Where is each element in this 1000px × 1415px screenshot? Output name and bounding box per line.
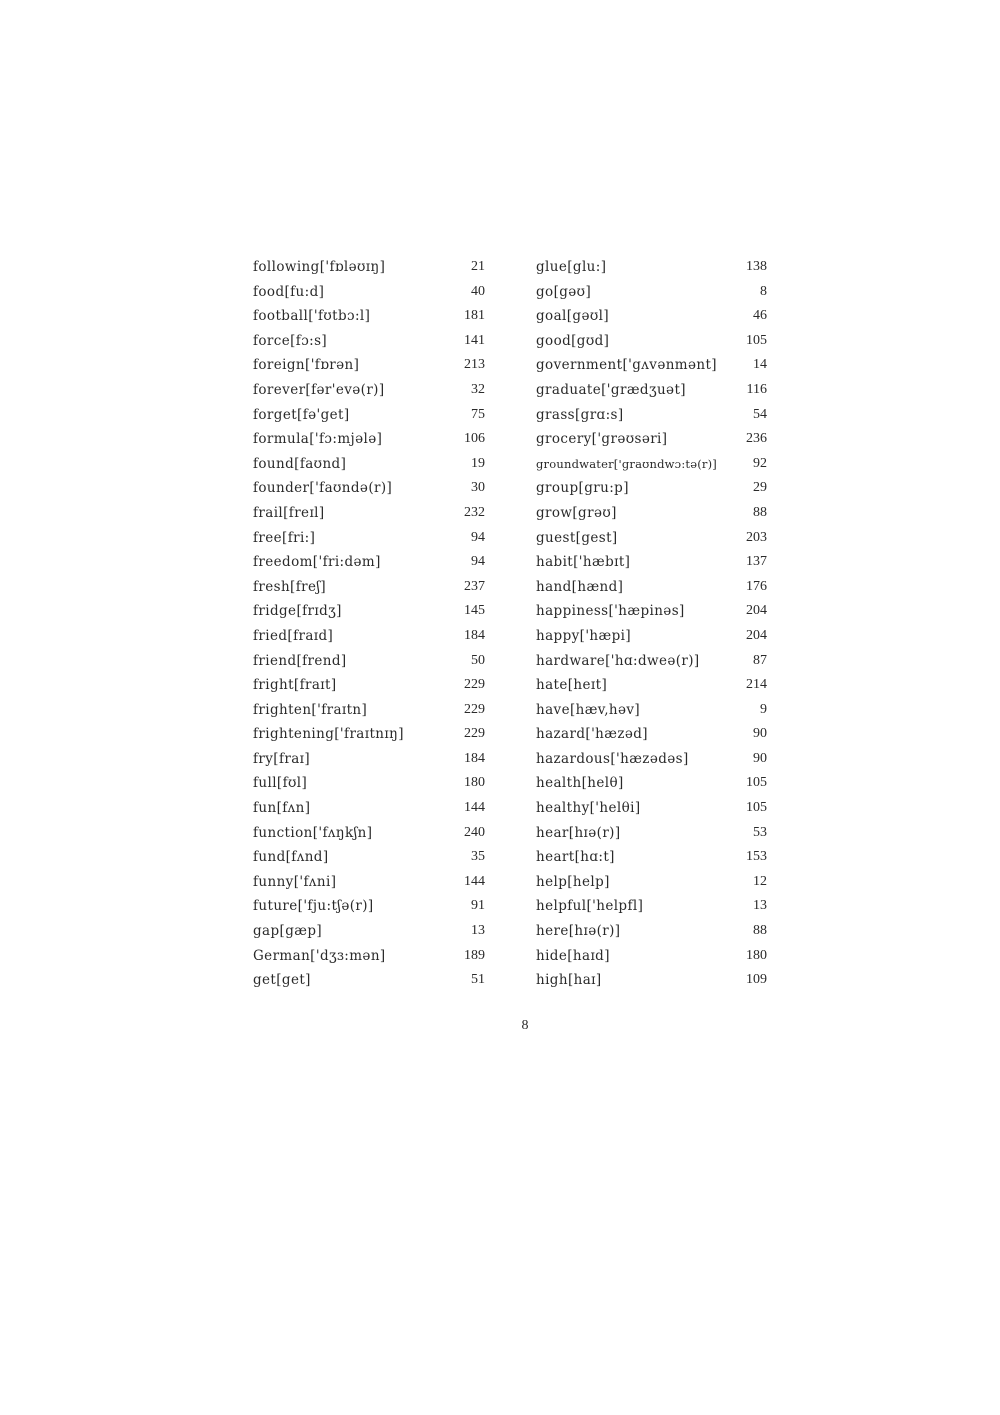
entry-word: football['fʊtbɔ:l]	[253, 308, 371, 325]
entry-word: habit['hæbɪt]	[536, 554, 631, 571]
glossary-entry	[253, 525, 485, 550]
entry-word: foreign['fɒrən]	[253, 357, 360, 374]
entry-page-number: 240	[464, 824, 485, 840]
entry-page-number: 189	[464, 947, 485, 963]
entry-word: hazardous['hæzədəs]	[536, 750, 689, 767]
glossary-entry	[253, 844, 485, 869]
entry-word: forever[fər'evə(r)]	[253, 381, 385, 398]
glossary-left-column	[253, 254, 485, 992]
entry-word: guest[gest]	[536, 529, 618, 546]
entry-page-number: 141	[464, 332, 485, 348]
entry-page-number: 13	[753, 898, 767, 914]
glossary-entry	[536, 943, 767, 968]
glossary-entry	[536, 795, 767, 820]
entry-page-number: 46	[753, 308, 767, 324]
entry-word: get[get]	[253, 972, 311, 989]
entry-word: glue[glu:]	[536, 259, 607, 275]
entry-page-number: 237	[464, 578, 485, 594]
entry-page-number: 51	[471, 972, 485, 988]
entry-page-number: 40	[471, 283, 485, 299]
page-number: 8	[521, 1018, 529, 1033]
glossary-entry	[536, 352, 767, 377]
glossary-entry	[536, 303, 767, 328]
glossary-right-column	[536, 254, 767, 992]
glossary-entry	[253, 549, 485, 574]
entry-page-number: 90	[753, 750, 767, 766]
glossary-entry	[253, 770, 485, 795]
glossary-entry	[253, 623, 485, 648]
entry-word: happy['hæpi]	[536, 627, 632, 644]
glossary-entry	[253, 426, 485, 451]
entry-word: fried[fraɪd]	[253, 627, 334, 644]
glossary-entry	[536, 525, 767, 550]
entry-word: fresh[freʃ]	[253, 578, 327, 595]
entry-word: frighten['fraɪtn]	[253, 701, 368, 718]
entry-word: forget[fə'get]	[253, 406, 350, 423]
entry-page-number: 54	[753, 406, 767, 422]
glossary-entry	[253, 303, 485, 328]
entry-word: grocery['grəʊsəri]	[536, 431, 668, 448]
entry-page-number: 14	[753, 357, 767, 373]
entry-word: funny['fʌni]	[253, 873, 337, 890]
entry-word: food[fu:d]	[253, 283, 325, 300]
entry-word: helpful['helpfl]	[536, 898, 644, 915]
entry-word: hate[heɪt]	[536, 677, 608, 694]
entry-page-number: 92	[753, 455, 767, 471]
glossary-entry	[536, 500, 767, 525]
entry-page-number: 30	[471, 480, 485, 496]
glossary-entry	[536, 377, 767, 402]
entry-word: fright[fraɪt]	[253, 677, 337, 694]
glossary-entry	[253, 869, 485, 894]
glossary-entry	[536, 648, 767, 673]
glossary-entry	[253, 254, 485, 279]
glossary-entry	[536, 451, 767, 476]
glossary-entry	[536, 279, 767, 304]
glossary-entry	[253, 893, 485, 918]
entry-page-number: 176	[746, 578, 767, 594]
entry-page-number: 21	[471, 259, 485, 274]
glossary-entry	[253, 746, 485, 771]
entry-word: health[helθ]	[536, 775, 624, 792]
glossary-entry	[253, 648, 485, 673]
glossary-entry	[253, 500, 485, 525]
entry-word: fridge[frɪdʒ]	[253, 603, 342, 620]
glossary-entry	[253, 721, 485, 746]
glossary-entry	[253, 402, 485, 427]
glossary-entry	[536, 869, 767, 894]
entry-page-number: 137	[746, 554, 767, 570]
entry-page-number: 203	[746, 529, 767, 545]
entry-word: heart[hɑ:t]	[536, 849, 615, 866]
glossary-entry	[536, 770, 767, 795]
entry-page-number: 35	[471, 849, 485, 865]
entry-page-number: 232	[464, 504, 485, 520]
glossary-entry	[253, 328, 485, 353]
entry-page-number: 87	[753, 652, 767, 668]
entry-page-number: 19	[471, 455, 485, 471]
entry-page-number: 53	[753, 824, 767, 840]
glossary-entry	[536, 475, 767, 500]
glossary-entry	[536, 918, 767, 943]
entry-page-number: 50	[471, 652, 485, 668]
glossary-entry	[253, 967, 485, 992]
entry-word: frightening['fraɪtnɪŋ]	[253, 726, 404, 743]
glossary-entry	[536, 721, 767, 746]
entry-word: free[fri:]	[253, 529, 316, 546]
entry-word: go[gəʊ]	[536, 283, 592, 300]
glossary-entry	[253, 918, 485, 943]
entry-page-number: 229	[464, 701, 485, 717]
glossary-entry	[253, 672, 485, 697]
entry-word: grass[grɑ:s]	[536, 406, 624, 423]
entry-word: fry[fraɪ]	[253, 750, 311, 767]
entry-page-number: 91	[471, 898, 485, 914]
glossary-entry	[253, 795, 485, 820]
entry-page-number: 94	[471, 554, 485, 570]
glossary-entry	[536, 328, 767, 353]
entry-page-number: 144	[464, 800, 485, 816]
entry-word: hear[hɪə(r)]	[536, 824, 621, 841]
entry-page-number: 180	[746, 947, 767, 963]
glossary-entry	[536, 746, 767, 771]
glossary-entry	[253, 820, 485, 845]
entry-word: full[fʊl]	[253, 775, 308, 792]
entry-page-number: 204	[746, 603, 767, 619]
entry-page-number: 12	[753, 873, 767, 889]
entry-page-number: 8	[760, 283, 767, 299]
entry-word: graduate['grædʒuət]	[536, 381, 686, 398]
entry-page-number: 94	[471, 529, 485, 545]
glossary-entry	[536, 402, 767, 427]
entry-word: formula['fɔ:mjələ]	[253, 431, 383, 448]
glossary-entry	[253, 697, 485, 722]
entry-word: high[haɪ]	[536, 972, 602, 989]
entry-page-number: 181	[464, 308, 485, 324]
glossary-entry	[536, 967, 767, 992]
entry-page-number: 180	[464, 775, 485, 791]
entry-page-number: 229	[464, 677, 485, 693]
glossary-entry	[536, 697, 767, 722]
entry-word: frail[freɪl]	[253, 504, 325, 521]
entry-word: fund[fʌnd]	[253, 849, 329, 866]
entry-word: German['dʒɜ:mən]	[253, 947, 386, 964]
entry-word: freedom['fri:dəm]	[253, 554, 381, 571]
entry-word: hazard['hæzəd]	[536, 726, 648, 743]
entry-word: healthy['helθi]	[536, 800, 641, 817]
entry-page-number: 204	[746, 627, 767, 643]
entry-page-number: 184	[464, 750, 485, 766]
entry-page-number: 145	[464, 603, 485, 619]
entry-page-number: 105	[746, 800, 767, 816]
glossary-entry	[536, 844, 767, 869]
glossary-entry	[253, 352, 485, 377]
glossary-entry	[536, 574, 767, 599]
entry-word: hide[haɪd]	[536, 947, 610, 964]
entry-page-number: 214	[746, 677, 767, 693]
entry-page-number: 106	[464, 431, 485, 447]
entry-page-number: 153	[746, 849, 767, 865]
glossary-entry	[253, 377, 485, 402]
entry-page-number: 184	[464, 627, 485, 643]
entry-word: goal[gəʊl]	[536, 308, 609, 325]
entry-page-number: 32	[471, 381, 485, 397]
entry-word: have[hæv,həv]	[536, 701, 641, 718]
entry-word: government['gʌvənmənt]	[536, 357, 717, 374]
entry-page-number: 138	[746, 259, 767, 274]
entry-word: grow[grəʊ]	[536, 504, 617, 521]
glossary-entry	[536, 549, 767, 574]
entry-word: founder['faʊndə(r)]	[253, 480, 393, 497]
entry-word: fun[fʌn]	[253, 800, 311, 817]
glossary-entry	[253, 451, 485, 476]
glossary-entry	[536, 623, 767, 648]
glossary-entry	[536, 820, 767, 845]
entry-word: happiness['hæpinəs]	[536, 603, 685, 620]
entry-page-number: 88	[753, 504, 767, 520]
glossary-entry	[536, 672, 767, 697]
glossary-entry	[253, 279, 485, 304]
entry-word: found[faʊnd]	[253, 455, 347, 472]
glossary-entry	[536, 426, 767, 451]
entry-page-number: 229	[464, 726, 485, 742]
entry-page-number: 29	[753, 480, 767, 496]
entry-word: hardware['hɑ:dweə(r)]	[536, 652, 700, 669]
entry-word: function['fʌŋkʃn]	[253, 824, 373, 841]
glossary-entry	[253, 598, 485, 623]
glossary-entry	[536, 893, 767, 918]
entry-page-number: 116	[746, 381, 767, 397]
entry-page-number: 105	[746, 775, 767, 791]
entry-word: force[fɔ:s]	[253, 332, 328, 349]
entry-word: gap[gæp]	[253, 923, 323, 940]
entry-word: hand[hænd]	[536, 578, 624, 595]
glossary-entry	[536, 598, 767, 623]
entry-page-number: 213	[464, 357, 485, 373]
entry-page-number: 90	[753, 726, 767, 742]
entry-page-number: 13	[471, 923, 485, 939]
entry-page-number: 144	[464, 873, 485, 889]
entry-word: following['fɒləʊɪŋ]	[253, 259, 386, 275]
entry-word: help[help]	[536, 873, 610, 890]
entry-word: good[gʊd]	[536, 332, 610, 349]
entry-word: future['fju:tʃə(r)]	[253, 898, 374, 915]
glossary-entry	[253, 475, 485, 500]
entry-word: here[hɪə(r)]	[536, 923, 621, 940]
entry-page-number: 88	[753, 923, 767, 939]
entry-word: friend[frend]	[253, 652, 347, 669]
entry-page-number: 236	[746, 431, 767, 447]
entry-page-number: 109	[746, 972, 767, 988]
entry-word: groundwater['graʊndwɔ:tə(r)]	[536, 456, 717, 471]
entry-page-number: 105	[746, 332, 767, 348]
entry-page-number: 9	[760, 701, 767, 717]
glossary-entry	[536, 254, 767, 279]
entry-word: group[gru:p]	[536, 480, 629, 497]
glossary-entry	[253, 574, 485, 599]
entry-page-number: 75	[471, 406, 485, 422]
glossary-entry	[253, 943, 485, 968]
